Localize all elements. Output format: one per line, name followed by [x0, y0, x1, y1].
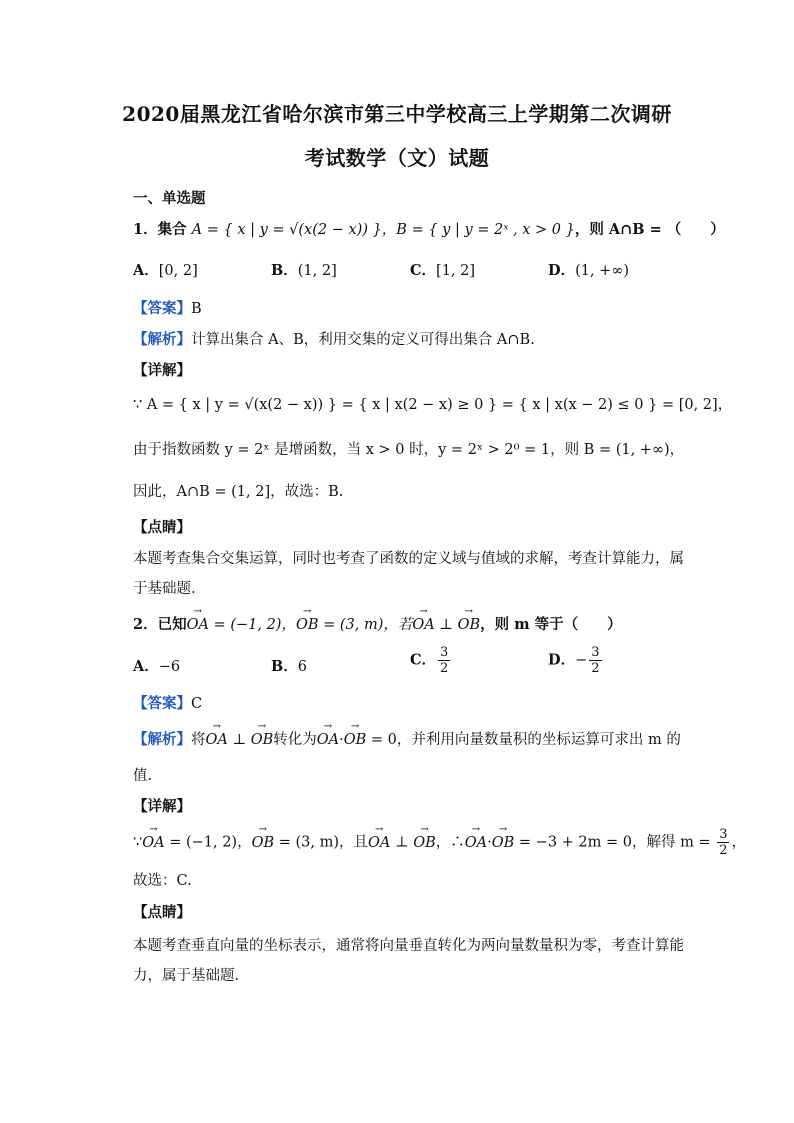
option-label: A． [133, 262, 159, 279]
vector-oa: → OA [142, 835, 164, 851]
fraction-numerator: 3 [719, 827, 728, 842]
q1-detail-line-3: 因此，A∩B = (1, 2]，故选：B. [133, 484, 344, 500]
fraction [717, 827, 729, 858]
analysis-text: 将 [191, 732, 206, 748]
detail-text: ，∴ [435, 834, 465, 851]
q2-detail-line-2: 故选：C. [133, 873, 192, 889]
q2-comment-line-2: 力，属于基础题. [133, 968, 240, 984]
q1-stem [133, 218, 725, 239]
option-label: C． [410, 651, 437, 669]
vector-oa: → OA [206, 732, 228, 748]
detail-text: = −3 + 2m = 0，解得 m = [514, 834, 716, 851]
answer-tag: 【答案】 [133, 695, 191, 712]
q1-option-a [133, 259, 198, 280]
option-text: [0, 2] [158, 263, 198, 279]
option-label: B． [271, 658, 298, 675]
perp-symbol: ⊥ [434, 617, 458, 633]
fraction [438, 645, 450, 676]
fraction-denominator: 2 [440, 661, 449, 676]
fraction-numerator: 3 [440, 645, 449, 660]
vector-ob: → OB [458, 617, 481, 633]
option-label: D． [548, 262, 576, 279]
option-text: [1, 2] [436, 263, 476, 279]
q1-analysis [133, 328, 535, 349]
vector-oa: → OA [187, 617, 209, 633]
fraction-numerator: 3 [591, 645, 600, 660]
option-text: −6 [158, 659, 181, 675]
perp-symbol: ⊥ [390, 834, 414, 851]
vector-ob: → OB [492, 835, 515, 851]
q2-oa-value: = (−1, 2)， [208, 617, 296, 633]
answer-tag: 【答案】 [133, 300, 191, 317]
detail-text: = (−1, 2)， [164, 834, 252, 851]
option-label: D． [548, 651, 576, 669]
analysis-text: 转化为 [273, 732, 317, 748]
q2-stem [133, 613, 622, 634]
vector-oa: → OA [465, 835, 487, 851]
q1-comment-line-2: 于基础题. [133, 581, 196, 597]
q2-comment-tag: 【点睛】 [133, 904, 191, 921]
perp-symbol: ⊥ [227, 732, 251, 748]
q2-stem-prefix: 2．已知 [133, 616, 187, 633]
document-title-line-2: 考试数学（文）试题 [304, 146, 490, 170]
fraction-denominator: 2 [591, 661, 600, 676]
q2-detail-line-1: ∵→ OA = (−1, 2)，→ OB = (3, m)，且→ OA ⊥ → OB，∴→ OA·→ OB = −3 + 2m = 0，解得 m = $\frac{3}{2}$ ， [133, 827, 746, 858]
q2-option-d [548, 645, 604, 676]
option-label: A． [133, 658, 159, 675]
vector-ob: → OB [251, 732, 274, 748]
q2-detail-tag: 【详解】 [133, 798, 191, 815]
option-label: B． [271, 262, 298, 279]
vector-ob: → OB [296, 617, 319, 633]
q2-option-c [410, 645, 452, 676]
fraction [589, 645, 601, 676]
answer-value: B [191, 301, 202, 317]
vector-ob: → OB [344, 732, 367, 748]
q1-stem-suffix: ，则 A∩B = （ ） [574, 221, 725, 238]
q1-option-b [271, 259, 337, 280]
option-text: (1, 2] [297, 263, 337, 279]
vector-oa: → OA [317, 732, 339, 748]
detail-text: ， [731, 834, 746, 851]
vector-ob: → OB [413, 835, 436, 851]
q2-option-b [271, 655, 307, 676]
section-heading: 一、单选题 [133, 190, 206, 207]
minus-sign: − [575, 652, 588, 669]
q1-detail-line-1: ∵ A = { x | y = √(x(2 − x)) } = { x | x(2 − x) ≥ 0 } = { x | x(x − 2) ≤ 0 } = [0, 2]， [133, 397, 733, 413]
therefore-symbol: ∵ [133, 834, 143, 851]
analysis-text: 计算出集合 A、B，利用交集的定义可得出集合 A∩B. [191, 332, 535, 348]
option-label: C． [410, 262, 437, 279]
document-title-line-1: 2020届黑龙江省哈尔滨市第三中学校高三上学期第二次调研 [122, 102, 672, 126]
option-text: 6 [297, 659, 307, 675]
q2-stem-suffix: ，则 m 等于（ ） [480, 616, 622, 633]
vector-oa: → OA [412, 617, 434, 633]
q2-answer [133, 692, 202, 713]
q2-analysis-line-2: 值. [133, 768, 153, 784]
q2-comment-line-1: 本题考查垂直向量的坐标表示，通常将向量垂直转化为两向量数量积为零，考查计算能 [133, 938, 684, 954]
fraction-denominator: 2 [719, 843, 728, 858]
q1-comment-tag: 【点睛】 [133, 519, 191, 536]
vector-oa: → OA [368, 835, 390, 851]
q1-option-c [410, 259, 475, 280]
analysis-text: = 0，并利用向量数量积的坐标运算可求出 m 的 [366, 732, 681, 748]
q1-answer [133, 297, 202, 318]
q1-option-d [548, 259, 629, 280]
analysis-tag: 【解析】 [133, 731, 191, 748]
q1-stem-prefix: 1．集合 [133, 221, 192, 238]
q1-detail-line-2: 由于指数函数 y = 2ˣ 是增函数，当 x > 0 时，y = 2ˣ > 2⁰ = 1，则 B = (1, +∞)， [133, 442, 685, 458]
q1-comment-line-1: 本题考查集合交集运算，同时也考查了函数的定义域与值域的求解，考查计算能力，属 [133, 551, 684, 567]
q1-detail-tag: 【详解】 [133, 362, 191, 379]
option-text: (1, +∞) [575, 263, 630, 279]
q2-option-a [133, 655, 180, 676]
q2-analysis: 【解析】将→ OA ⊥ → OB转化为→ OA·→ OB = 0，并利用向量数量积的坐标运算可求出 m 的 [133, 728, 681, 749]
vector-ob: → OB [252, 835, 275, 851]
answer-value: C [191, 696, 203, 712]
q2-ob-value: = (3, m)，若 [318, 617, 413, 633]
q1-stem-math: A = { x | y = √(x(2 − x)) }，B = { y | y = 2ˣ , x > 0 } [191, 222, 575, 238]
analysis-tag: 【解析】 [133, 331, 191, 348]
detail-text: = (3, m)，且 [274, 834, 369, 851]
